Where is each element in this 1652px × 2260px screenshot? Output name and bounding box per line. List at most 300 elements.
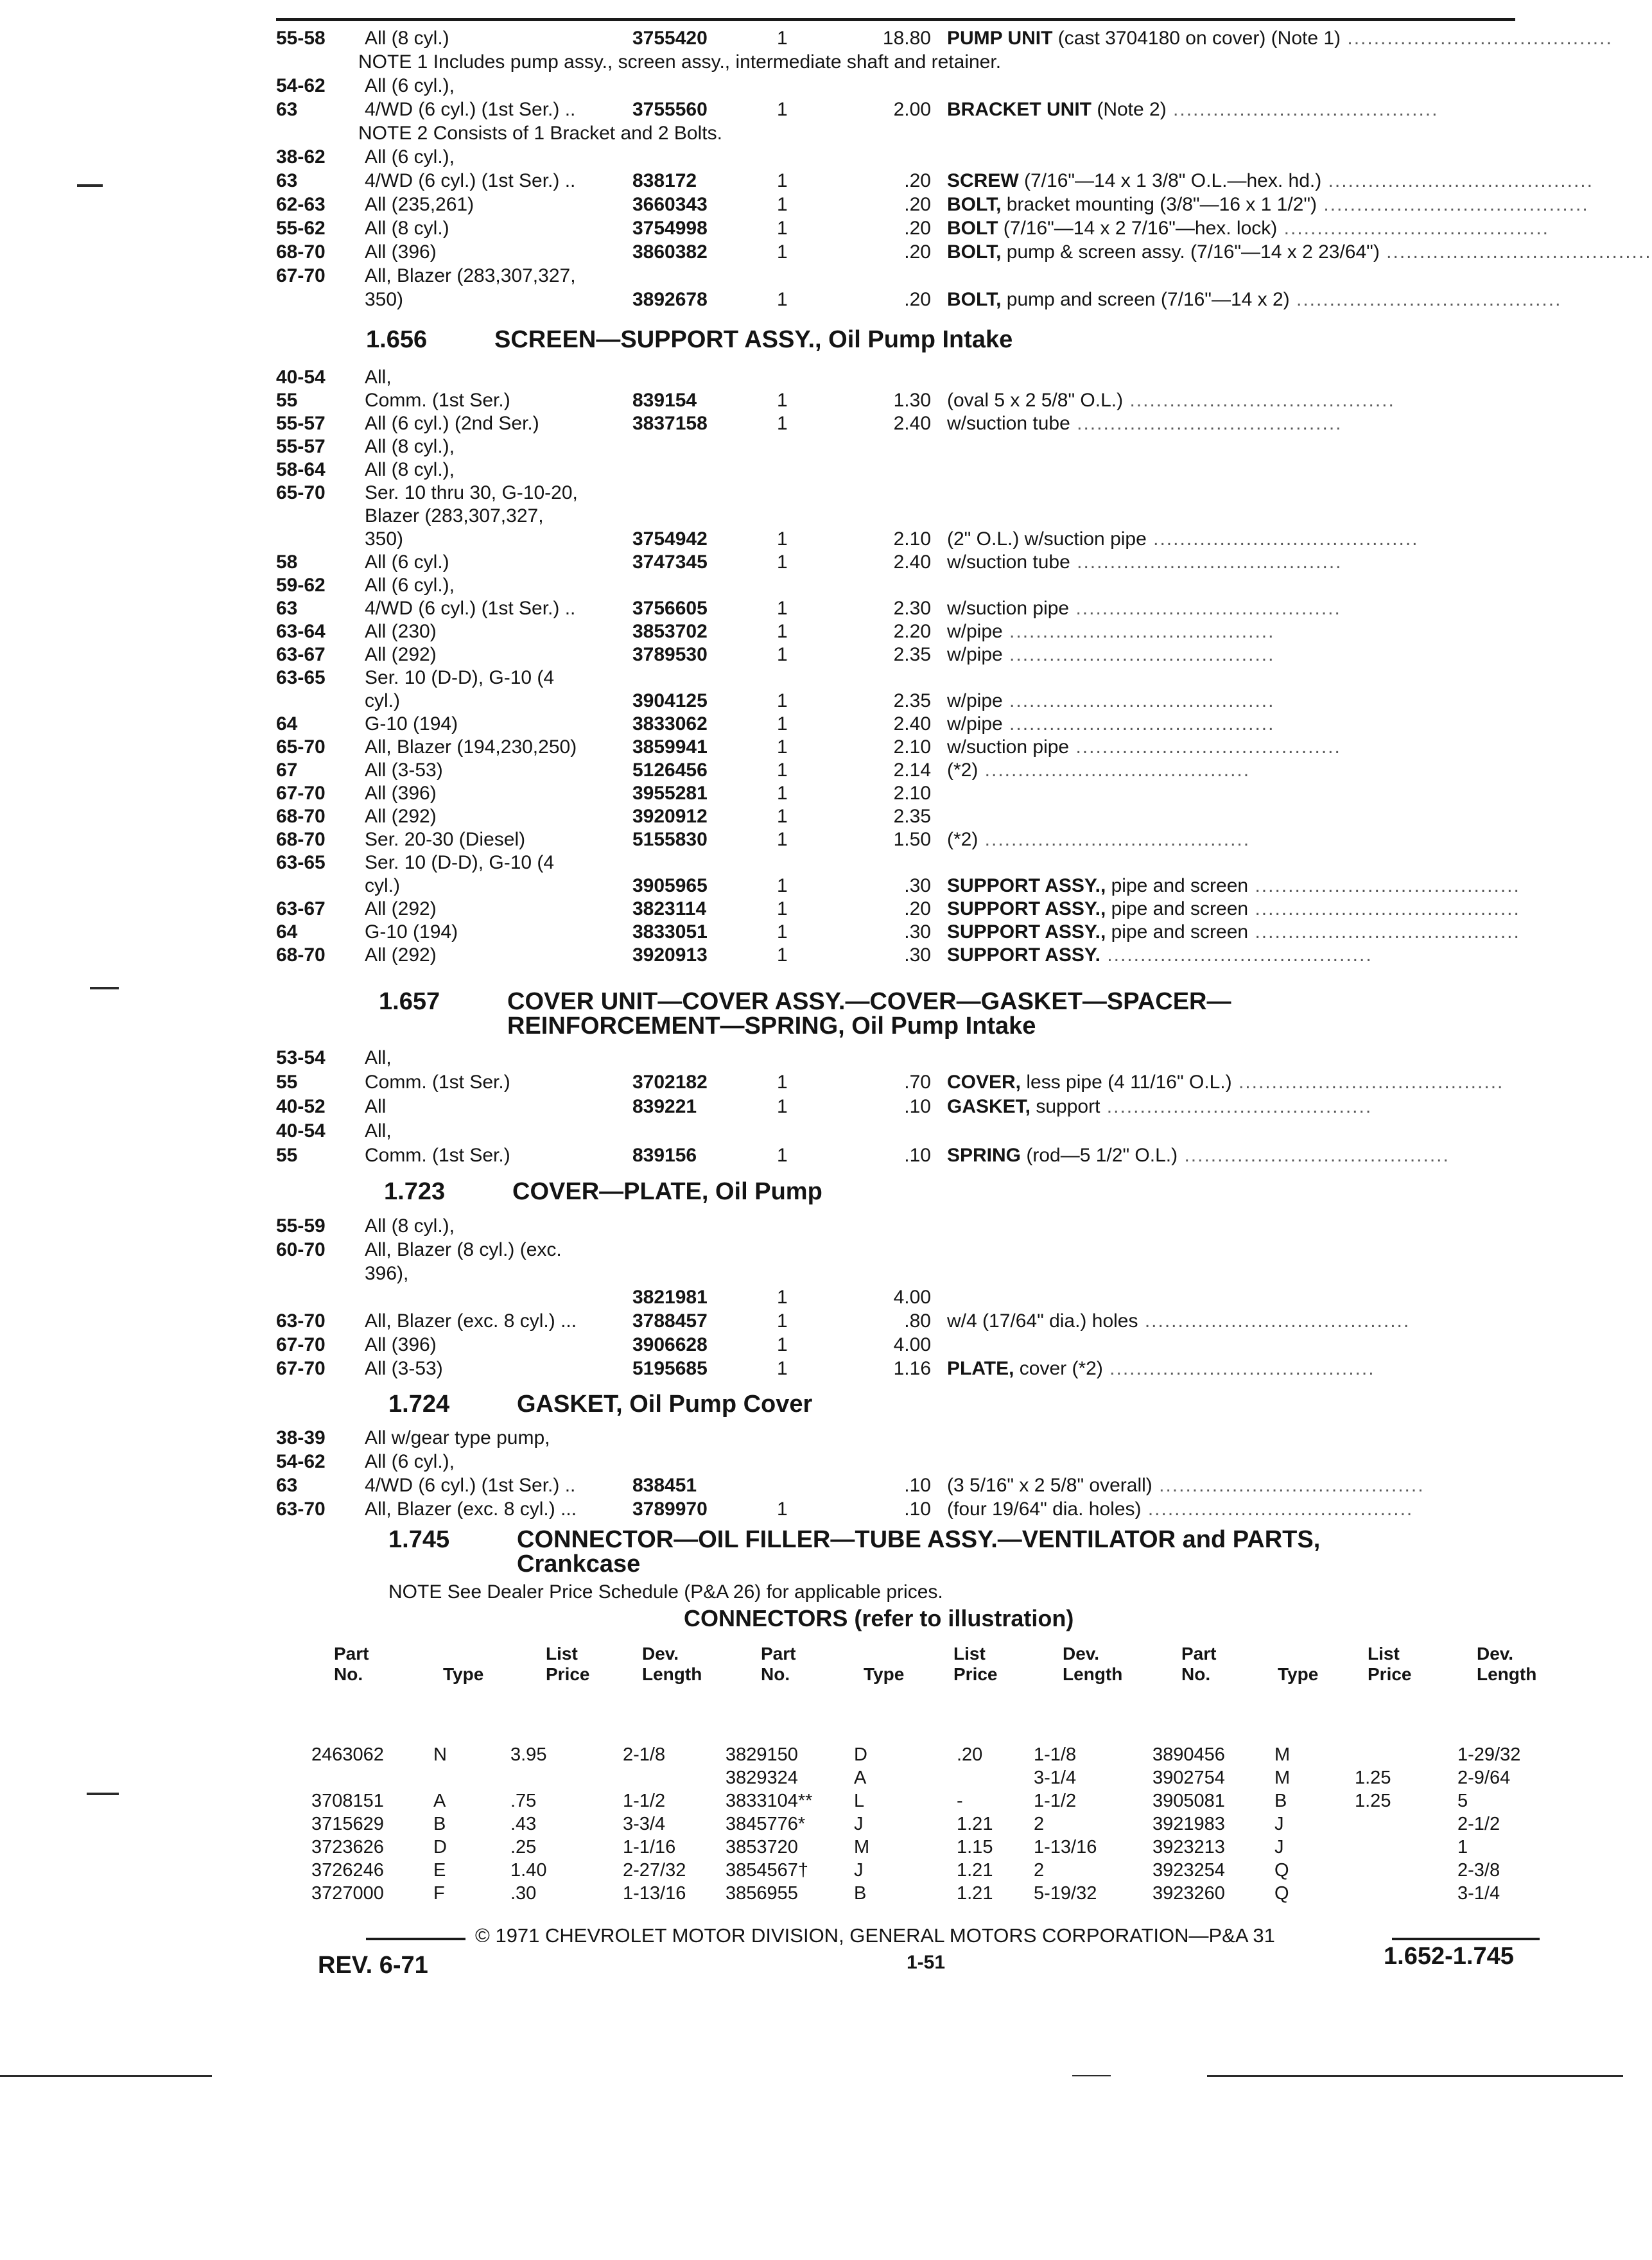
part-number: 3756605: [632, 598, 708, 619]
parts-row: [0, 619, 1623, 645]
quantity: 1: [777, 1310, 788, 1332]
leader-dots: ........................................: [1248, 921, 1520, 943]
model-years: 68-70: [276, 806, 326, 827]
list-price: 2.30: [893, 598, 931, 619]
leader-dots: ........................................: [1069, 598, 1341, 619]
list-price: 2.35: [893, 690, 931, 711]
column-header: Price: [546, 1664, 590, 1684]
model-years: 65-70: [276, 482, 326, 503]
part-description: [947, 1094, 1372, 1120]
part-number: 3754998: [632, 218, 708, 239]
application: All (8 cyl.),: [365, 1215, 455, 1237]
model-years: 55-57: [276, 413, 326, 434]
model-years: 55-58: [276, 28, 326, 49]
parts-row: [0, 1118, 1623, 1144]
leader-dots: ........................................: [1248, 898, 1520, 919]
part-description: [947, 526, 1419, 552]
part-description: [947, 216, 1549, 241]
connector-list-price: 1.21: [957, 1883, 993, 1904]
connector-part-number: 3853720: [726, 1837, 798, 1857]
leader-dots: ........................................: [978, 760, 1251, 781]
parts-row: [0, 1497, 1623, 1522]
section-title: CONNECTOR—OIL FILLER—TUBE ASSY.—VENTILATOR and PARTS,: [517, 1526, 1321, 1553]
part-description: [947, 26, 1613, 51]
application: All (6 cyl.),: [365, 1451, 455, 1472]
column-header: No.: [334, 1664, 363, 1684]
quantity: 1: [777, 289, 788, 310]
part-description: [947, 619, 1274, 645]
application: cyl.): [365, 875, 400, 896]
part-description: [947, 1356, 1375, 1382]
list-price: .20: [904, 289, 931, 310]
parts-row: [0, 480, 1623, 506]
part-number: 3823114: [632, 898, 707, 919]
section-number: 1.657: [379, 988, 440, 1015]
margin-mark: [90, 987, 119, 989]
connector-list-price: 1.21: [957, 1860, 993, 1881]
model-years: 58-64: [276, 459, 326, 480]
parts-row: [0, 573, 1623, 598]
quantity: 1: [777, 829, 788, 850]
leader-dots: ........................................: [1141, 1499, 1414, 1520]
model-years: 68-70: [276, 241, 326, 263]
list-price: 2.20: [893, 621, 931, 642]
part-name: PUMP UNIT: [947, 28, 1053, 49]
part-detail: w/pipe: [947, 621, 1003, 642]
part-description: [947, 873, 1520, 899]
part-name: COVER,: [947, 1072, 1022, 1093]
model-years: 60-70: [276, 1239, 326, 1260]
model-years: 63-65: [276, 667, 326, 688]
model-years: 54-62: [276, 75, 326, 96]
column-header: Type: [864, 1664, 905, 1684]
quantity: 1: [777, 598, 788, 619]
margin-mark: [1072, 2075, 1111, 2076]
part-number: 838451: [632, 1475, 697, 1496]
application: All (8 cyl.),: [365, 436, 455, 457]
part-detail: w/suction pipe: [947, 598, 1070, 619]
parts-row: [0, 526, 1623, 552]
part-name: SUPPORT ASSY.,: [947, 875, 1106, 896]
application: All, Blazer (283,307,327,: [365, 265, 576, 286]
quantity: 1: [777, 390, 788, 411]
part-name: SPRING: [947, 1145, 1022, 1166]
part-number: 3853702: [632, 621, 708, 642]
part-number: 5195685: [632, 1358, 708, 1379]
application: Ser. 10 (D-D), G-10 (4: [365, 667, 555, 688]
connector-type: A: [854, 1768, 867, 1788]
section-number: 1.723: [384, 1178, 446, 1205]
model-years: 63-67: [276, 644, 326, 665]
column-header: Length: [1477, 1664, 1537, 1684]
model-years: 63: [276, 1475, 298, 1496]
application: All,: [365, 1047, 392, 1068]
leader-dots: ........................................: [1069, 736, 1341, 758]
parts-row: [0, 1143, 1623, 1169]
parts-row: [0, 434, 1623, 460]
model-years: 63: [276, 99, 298, 120]
leader-dots: ........................................: [1146, 528, 1419, 550]
leader-dots: ........................................: [1178, 1145, 1450, 1166]
part-number: 3821981: [632, 1287, 708, 1308]
parts-row: [0, 943, 1623, 968]
part-description: [947, 1473, 1425, 1499]
leader-dots: ........................................: [1123, 390, 1395, 411]
parts-row: [0, 1425, 1623, 1451]
part-description: [947, 168, 1594, 194]
model-years: 64: [276, 921, 298, 943]
part-number: 3754942: [632, 528, 708, 550]
application: All,: [365, 1120, 392, 1142]
section-number: 1.656: [366, 326, 428, 353]
column-header: Price: [1368, 1664, 1412, 1684]
parts-row: [0, 1261, 1623, 1287]
part-name: SUPPORT ASSY.: [947, 944, 1100, 966]
list-price: 1.30: [893, 390, 931, 411]
column-header: List: [1368, 1644, 1400, 1664]
leader-dots: ........................................: [1289, 289, 1562, 310]
part-number: 3789970: [632, 1499, 708, 1520]
parts-row: [0, 1356, 1623, 1382]
column-header: List: [953, 1644, 986, 1664]
parts-row: [0, 168, 1623, 194]
quantity: 1: [777, 552, 788, 573]
list-price: .20: [904, 218, 931, 239]
part-detail: (*2): [947, 760, 978, 781]
application: All (292): [365, 806, 437, 827]
part-number: 839156: [632, 1145, 697, 1166]
part-detail: w/pipe: [947, 644, 1003, 665]
connector-dev-length: 2: [1034, 1814, 1045, 1834]
application: All: [365, 1096, 387, 1117]
section-title-cont: REINFORCEMENT—SPRING, Oil Pump Intake: [507, 1013, 1036, 1039]
application: All (3-53): [365, 1358, 443, 1379]
application: All (6 cyl.),: [365, 75, 455, 96]
part-description: [947, 1497, 1413, 1522]
connector-part-number: 3923260: [1152, 1883, 1225, 1904]
part-name: BOLT: [947, 218, 998, 239]
application: Ser. 20-30 (Diesel): [365, 829, 526, 850]
column-header: Length: [642, 1664, 702, 1684]
connector-dev-length: 3-1/4: [1457, 1883, 1500, 1904]
quantity: 1: [777, 921, 788, 943]
connector-part-number: 3905081: [1152, 1791, 1225, 1811]
quantity: 1: [777, 806, 788, 827]
list-price: 4.00: [893, 1334, 931, 1355]
model-years: 63: [276, 170, 298, 191]
list-price: .10: [904, 1096, 931, 1117]
leader-dots: ........................................: [1248, 875, 1520, 896]
application: All (396): [365, 1334, 437, 1355]
leader-dots: ........................................: [1277, 218, 1550, 239]
connector-part-number: 3921983: [1152, 1814, 1225, 1834]
connector-part-number: 3923213: [1152, 1837, 1225, 1857]
parts-row: [0, 1332, 1623, 1358]
connector-type: J: [854, 1860, 864, 1881]
column-header: Type: [443, 1664, 484, 1684]
part-number: 3955281: [632, 783, 708, 804]
connector-part-number: 3726246: [311, 1860, 384, 1881]
application: 4/WD (6 cyl.) (1st Ser.) ..: [365, 598, 576, 619]
connector-dev-length: 1-1/2: [1034, 1791, 1077, 1811]
leader-dots: ........................................: [1138, 1310, 1411, 1332]
quantity: 1: [777, 1334, 788, 1355]
connector-dev-length: 1-1/16: [623, 1837, 676, 1857]
list-price: 2.10: [893, 736, 931, 758]
connector-type: Q: [1274, 1860, 1289, 1881]
parts-row: [0, 642, 1623, 668]
part-name: BOLT,: [947, 194, 1002, 215]
model-years: 63-65: [276, 852, 326, 873]
application: All (6 cyl.) (2nd Ser.): [365, 413, 539, 434]
connectors-title: CONNECTORS (refer to illustration): [684, 1605, 1074, 1631]
connector-list-price: 1.21: [957, 1814, 993, 1834]
parts-row: [0, 1285, 1623, 1310]
part-number: 3905965: [632, 875, 708, 896]
part-detail: w/suction tube: [947, 413, 1070, 434]
connector-list-price: .75: [510, 1791, 537, 1811]
leader-dots: ........................................: [1070, 552, 1343, 573]
parts-row: [0, 388, 1623, 413]
part-description: [947, 688, 1274, 714]
parts-row: [0, 49, 1623, 75]
part-description: [947, 1308, 1410, 1334]
connector-list-price: .30: [510, 1883, 537, 1904]
part-detail: pipe and screen: [1106, 898, 1249, 919]
parts-row: [0, 1308, 1623, 1334]
connector-part-number: 3890456: [1152, 1744, 1225, 1765]
top-rule: [276, 18, 1515, 21]
part-number: 3755420: [632, 28, 708, 49]
connector-part-number: 3923254: [1152, 1860, 1225, 1881]
list-price: 2.40: [893, 713, 931, 734]
part-number: 3660343: [632, 194, 708, 215]
connector-type: B: [1274, 1791, 1287, 1811]
section-range: 1.652-1.745: [1384, 1943, 1514, 1970]
footer-rule-right: [1392, 1938, 1540, 1940]
parts-row: [0, 26, 1623, 51]
parts-row: [0, 239, 1652, 265]
parts-row: [0, 1213, 1623, 1239]
quantity: 1: [777, 1096, 788, 1117]
list-price: .80: [904, 1310, 931, 1332]
connector-dev-length: 2-3/8: [1457, 1860, 1500, 1881]
connector-type: D: [854, 1744, 867, 1765]
connector-type: D: [433, 1837, 447, 1857]
section-number: 1.745: [388, 1526, 450, 1553]
application: Comm. (1st Ser.): [365, 390, 510, 411]
part-description: [947, 192, 1589, 218]
list-price: .30: [904, 944, 931, 966]
connector-list-price: .20: [957, 1744, 983, 1765]
leader-dots: ........................................: [1341, 28, 1613, 49]
application: All (8 cyl.),: [365, 459, 455, 480]
model-years: 62-63: [276, 194, 326, 215]
margin-mark: [0, 2075, 212, 2077]
part-number: 3860382: [632, 241, 708, 263]
connector-type: F: [433, 1883, 445, 1904]
leader-dots: ........................................: [1002, 690, 1275, 711]
connector-type: Q: [1274, 1883, 1289, 1904]
part-number: 3833062: [632, 713, 708, 734]
model-years: 55-57: [276, 436, 326, 457]
list-price: 2.10: [893, 783, 931, 804]
application: Blazer (283,307,327,: [365, 505, 544, 526]
part-detail: (7/16"—14 x 1 3/8" O.L.—hex. hd.): [1018, 170, 1322, 191]
parts-row: [0, 758, 1623, 783]
connector-dev-length: 3-1/4: [1034, 1768, 1077, 1788]
connector-type: N: [433, 1744, 447, 1765]
connector-part-number: 3845776*: [726, 1814, 806, 1834]
section-title: GASKET, Oil Pump Cover: [517, 1391, 813, 1418]
list-price: .20: [904, 194, 931, 215]
connector-dev-length: 1-13/16: [623, 1883, 686, 1904]
column-header: Part: [761, 1644, 796, 1664]
parts-row: [0, 596, 1623, 622]
parts-row: [0, 896, 1623, 922]
application: All (292): [365, 644, 437, 665]
column-header: Part: [334, 1644, 369, 1664]
quantity: 1: [777, 944, 788, 966]
model-years: 55: [276, 1072, 298, 1093]
part-number: 839154: [632, 390, 697, 411]
application: All w/gear type pump,: [365, 1427, 550, 1448]
parts-row: [0, 919, 1623, 945]
list-price: .10: [904, 1145, 931, 1166]
part-name: BRACKET UNIT: [947, 99, 1091, 120]
quantity: 1: [777, 898, 788, 919]
application: All (3-53): [365, 760, 443, 781]
section-title-cont: Crankcase: [517, 1551, 641, 1578]
leader-dots: ........................................: [1100, 944, 1373, 966]
part-description: [947, 827, 1250, 853]
connector-type: M: [1274, 1744, 1291, 1765]
part-name: SCREW: [947, 170, 1019, 191]
quantity: 1: [777, 1072, 788, 1093]
connector-row: [0, 1789, 1623, 1812]
application: All (292): [365, 898, 437, 919]
part-description: [947, 1070, 1504, 1095]
part-description: [947, 896, 1520, 922]
connector-part-number: 3723626: [311, 1837, 384, 1857]
list-price: .70: [904, 1072, 931, 1093]
list-price: .10: [904, 1475, 931, 1496]
margin-mark: [1207, 2075, 1623, 2077]
part-detail: support: [1030, 1096, 1100, 1117]
quantity: 1: [777, 99, 788, 120]
column-header: Part: [1181, 1644, 1217, 1664]
parts-row: [0, 850, 1623, 876]
connector-part-number: 3829324: [726, 1768, 798, 1788]
list-price: .20: [904, 898, 931, 919]
part-detail: (2" O.L.) w/suction pipe: [947, 528, 1147, 550]
model-years: 55-59: [276, 1215, 326, 1237]
connector-part-number: 3833104**: [726, 1791, 813, 1811]
section-title: SCREEN—SUPPORT ASSY., Oil Pump Intake: [494, 326, 1013, 353]
application: All,: [365, 367, 392, 388]
part-description: [947, 642, 1274, 668]
connector-dev-length: 5-19/32: [1034, 1883, 1097, 1904]
part-number: 838172: [632, 170, 697, 191]
part-number: 3702182: [632, 1072, 708, 1093]
parts-row: [0, 192, 1623, 218]
part-detail: w/suction tube: [947, 552, 1070, 573]
application: 4/WD (6 cyl.) (1st Ser.) ..: [365, 99, 576, 120]
list-price: 2.14: [893, 760, 931, 781]
part-detail: (Note 2): [1091, 99, 1167, 120]
quantity: 1: [777, 528, 788, 550]
part-detail: w/4 (17/64" dia.) holes: [947, 1310, 1138, 1332]
leader-dots: ........................................: [1152, 1475, 1425, 1496]
quantity: 1: [777, 1145, 788, 1166]
parts-row: [0, 144, 1623, 170]
application: All (396): [365, 241, 437, 263]
leader-dots: ........................................: [1002, 713, 1275, 734]
application: All (6 cyl.): [365, 552, 449, 573]
parts-row: [0, 97, 1623, 123]
model-years: 67-70: [276, 1358, 326, 1379]
part-name: GASKET,: [947, 1096, 1031, 1117]
part-detail: pipe and screen: [1106, 921, 1249, 943]
connector-list-price: -: [957, 1791, 963, 1811]
part-name: BOLT,: [947, 241, 1002, 263]
quantity: 1: [777, 783, 788, 804]
quantity: 1: [777, 621, 788, 642]
model-years: 40-54: [276, 367, 326, 388]
connector-list-price: .25: [510, 1837, 537, 1857]
part-detail: pump & screen assy. (7/16"—14 x 2 23/64"): [1001, 241, 1380, 263]
model-years: 67-70: [276, 1334, 326, 1355]
connector-part-number: 2463062: [311, 1744, 384, 1765]
part-description: [947, 711, 1274, 737]
parts-row: [0, 688, 1623, 714]
list-price: 2.35: [893, 644, 931, 665]
list-price: 2.40: [893, 413, 931, 434]
part-number: 3920912: [632, 806, 708, 827]
list-price: .20: [904, 241, 931, 263]
quantity: 1: [777, 413, 788, 434]
footer-rule-left: [366, 1938, 465, 1940]
part-detail: bracket mounting (3/8"—16 x 1 1/2"): [1001, 194, 1317, 215]
application: Comm. (1st Ser.): [365, 1145, 510, 1166]
leader-dots: ........................................: [1102, 1358, 1375, 1379]
model-years: 63: [276, 598, 298, 619]
parts-row: [0, 711, 1623, 737]
parts-row: [0, 1070, 1623, 1095]
section-number: 1.724: [388, 1391, 450, 1418]
part-description: [947, 596, 1341, 622]
leader-dots: ........................................: [1100, 1096, 1373, 1117]
connector-type: J: [1274, 1814, 1284, 1834]
part-number: 5126456: [632, 760, 708, 781]
quantity: 1: [777, 875, 788, 896]
connector-list-price: 1.15: [957, 1837, 993, 1857]
parts-row: [0, 287, 1623, 313]
part-number: 5155830: [632, 829, 708, 850]
section-title: COVER—PLATE, Oil Pump: [512, 1178, 822, 1205]
part-detail: less pipe (4 11/16" O.L.): [1021, 1072, 1232, 1093]
part-description: [947, 287, 1561, 313]
application: All (8 cyl.): [365, 218, 449, 239]
list-price: 2.10: [893, 528, 931, 550]
model-years: 59-62: [276, 575, 326, 596]
connector-row: [0, 1836, 1623, 1859]
part-detail: w/suction pipe: [947, 736, 1070, 758]
connector-dev-length: 2-27/32: [623, 1860, 686, 1881]
connector-list-price: .43: [510, 1814, 537, 1834]
part-number: 3859941: [632, 736, 708, 758]
connector-dev-length: 3-3/4: [623, 1814, 666, 1834]
